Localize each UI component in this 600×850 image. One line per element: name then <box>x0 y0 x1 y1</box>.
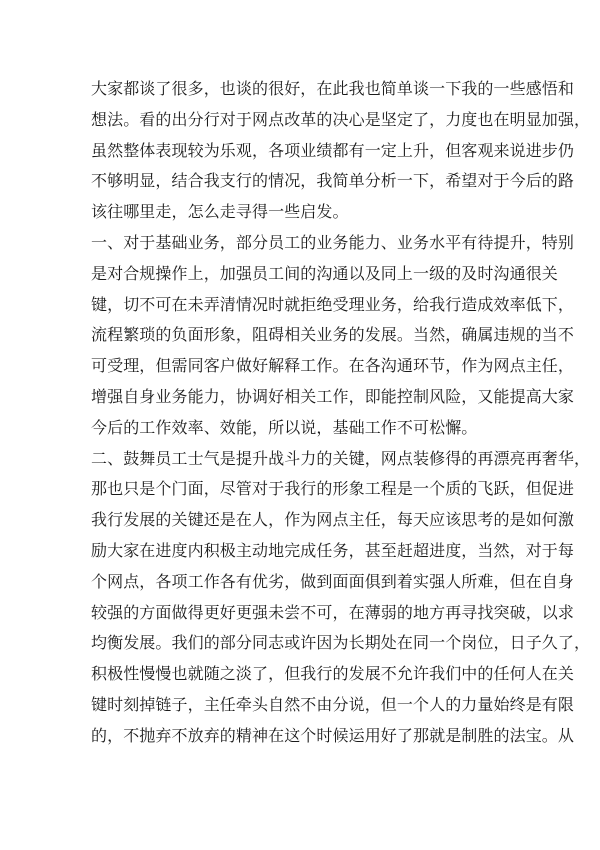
paragraph-staff-morale <box>91 444 591 752</box>
text-line: 该往哪里走，怎么走寻得一些启发。 <box>91 202 349 222</box>
paragraph-basic-business <box>91 228 575 444</box>
text-line: 个网点，各项工作各有优劣，做到面面俱到着实强人所难，但在自身 <box>91 571 575 591</box>
text-line: 均衡发展。我们的部分同志或许因为长期处在同一个岗位，日子久了， <box>91 633 591 653</box>
text-line: 较强的方面做得更好更强未尝不可，在薄弱的地方再寻找突破，以求 <box>91 602 575 622</box>
document-body <box>91 74 591 752</box>
text-line: 一、对于基础业务，部分员工的业务能力、业务水平有待提升，特别 <box>91 232 575 252</box>
text-line: 今后的工作效率、效能，所以说，基础工作不可松懈。 <box>91 417 478 437</box>
text-line: 我行发展的关键还是在人，作为网点主任，每天应该思考的是如何激 <box>91 510 575 530</box>
text-line: 励大家在进度内积极主动地完成任务，甚至赶超进度，当然，对于每 <box>91 540 575 560</box>
paragraph-intro <box>91 74 591 228</box>
text-line: 可受理，但需同客户做好解释工作。在各沟通环节，作为网点主任， <box>91 356 575 376</box>
text-line: 增强自身业务能力，协调好相关工作，即能控制风险，又能提高大家 <box>91 386 575 406</box>
text-line: 流程繁琐的负面形象，阻碍相关业务的发展。当然，确属违规的当不 <box>91 325 575 345</box>
text-line: 的，不抛弃不放弃的精神在这个时候运用好了那就是制胜的法宝。从 <box>91 725 575 745</box>
text-line: 不够明显，结合我支行的情况，我简单分析一下，希望对于今后的路 <box>91 171 575 191</box>
text-line: 那也只是个门面，尽管对于我行的形象工程是一个质的飞跃，但促进 <box>91 479 575 499</box>
text-line: 键，切不可在未弄清情况时就拒绝受理业务，给我行造成效率低下， <box>91 294 575 314</box>
text-line: 二、鼓舞员工士气是提升战斗力的关键，网点装修得的再漂亮再奢华， <box>91 448 591 468</box>
text-line: 虽然整体表现较为乐观，各项业绩都有一定上升，但客观来说进步仍 <box>91 140 575 160</box>
text-line: 大家都谈了很多，也谈的很好，在此我也简单谈一下我的一些感悟和 <box>91 79 575 98</box>
text-line: 想法。看的出分行对于网点改革的决心是坚定了，力度也在明显加强， <box>91 109 591 129</box>
text-line: 键时刻掉链子，主任牵头自然不由分说，但一个人的力量始终是有限 <box>91 694 575 714</box>
text-line: 积极性慢慢也就随之淡了，但我行的发展不允许我们中的任何人在关 <box>91 664 575 684</box>
text-line: 是对合规操作上，加强员工间的沟通以及同上一级的及时沟通很关 <box>91 263 558 283</box>
